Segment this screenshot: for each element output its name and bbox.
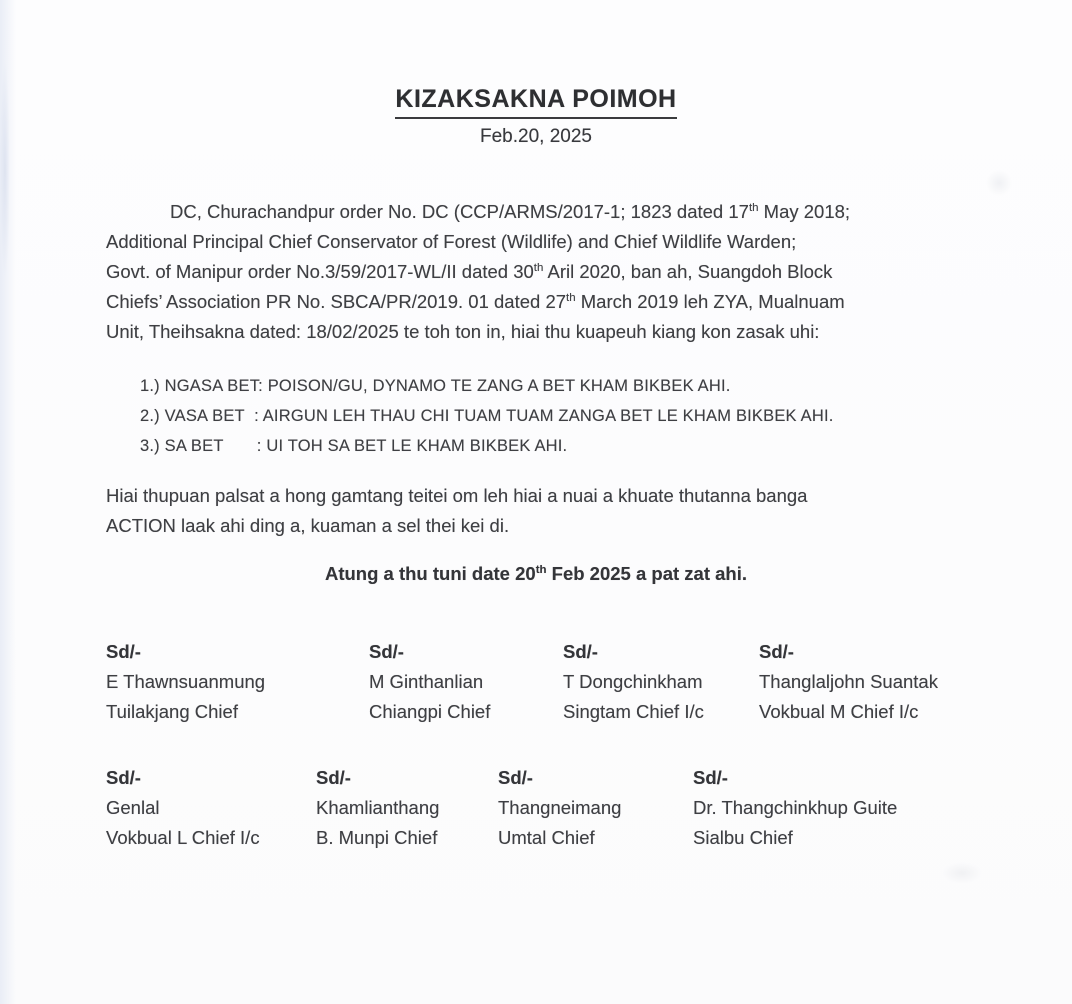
warning-line: Hiai thupuan palsat a hong gamtang teitei om leh hiai a nuai a khuate thutanna banga	[106, 485, 808, 506]
effective-date-line: Atung a thu tuni date 20th Feb 2025 a pat zat ahi.	[324, 563, 748, 584]
intro-paragraph	[106, 197, 966, 347]
signatory-sd: Sd/-	[106, 641, 141, 662]
intro-line: Govt. of Manipur order No.3/59/2017-WL/II dated 30th Aril 2020, ban ah, Suangdoh Block	[106, 261, 833, 282]
document-title: KIZAKSAKNA POIMOH	[395, 84, 676, 119]
signatory-sd: Sd/-	[693, 767, 728, 788]
rule-item: 1.) NGASA BET: POISON/GU, DYNAMO TE ZANG A BET KHAM BIKBEK AHI.	[140, 377, 731, 395]
signatory-sd: Sd/-	[563, 641, 598, 662]
rules-list	[106, 371, 966, 461]
signatory-title: Tuilakjang Chief	[106, 701, 238, 722]
signatory-name: M Ginthanlian	[369, 671, 484, 692]
signatory-title: B. Munpi Chief	[316, 827, 438, 848]
intro-line: Additional Principal Chief Conservator of Forest (Wildlife) and Chief Wildlife Warden;	[106, 231, 797, 252]
rule-item: 2.) VASA BET : AIRGUN LEH THAU CHI TUAM TUAM ZANGA BET LE KHAM BIKBEK AHI.	[140, 407, 834, 425]
signature-block	[106, 637, 369, 727]
signatory-title: Vokbual M Chief I/c	[759, 701, 919, 722]
signature-block	[563, 637, 759, 727]
signatory-name: T Dongchinkham	[563, 671, 703, 692]
signatory-name: Genlal	[106, 797, 160, 818]
signatory-name: E Thawnsuanmung	[106, 671, 266, 692]
intro-line: Chiefs’ Association PR No. SBCA/PR/2019. 01 dated 27th March 2019 leh ZYA, Mualnuam	[106, 291, 845, 312]
signatory-sd: Sd/-	[369, 641, 404, 662]
signatory-sd: Sd/-	[106, 767, 141, 788]
signature-row-2	[106, 763, 966, 853]
signatory-title: Singtam Chief I/c	[563, 701, 704, 722]
signatory-name: Dr. Thangchinkhup Guite	[693, 797, 898, 818]
signatory-title: Sialbu Chief	[693, 827, 793, 848]
scan-smudge	[942, 862, 982, 884]
signatory-name: Khamlianthang	[316, 797, 440, 818]
signatory-name: Thanglaljohn Suantak	[759, 671, 938, 692]
signature-block	[369, 637, 563, 727]
signatory-sd: Sd/-	[759, 641, 794, 662]
signatory-sd: Sd/-	[316, 767, 351, 788]
signature-block	[693, 763, 966, 853]
signatory-title: Umtal Chief	[498, 827, 595, 848]
signature-block	[759, 637, 966, 727]
rule-item: 3.) SA BET : UI TOH SA BET LE KHAM BIKBEK AHI.	[140, 437, 568, 455]
intro-line: Unit, Theihsakna dated: 18/02/2025 te toh ton in, hiai thu kuapeuh kiang kon zasak uhi:	[106, 321, 820, 342]
document-date: Feb.20, 2025	[480, 126, 592, 147]
warning-line: ACTION laak ahi ding a, kuaman a sel thei kei di.	[106, 515, 510, 536]
signature-block	[106, 763, 316, 853]
signatory-name: Thangneimang	[498, 797, 622, 818]
signature-row-1	[106, 637, 966, 727]
signature-block	[316, 763, 498, 853]
intro-line: DC, Churachandpur order No. DC (CCP/ARMS/2017-1; 1823 dated 17th May 2018;	[170, 201, 851, 222]
signatory-title: Vokbual L Chief I/c	[106, 827, 260, 848]
signatory-title: Chiangpi Chief	[369, 701, 491, 722]
signature-block	[498, 763, 693, 853]
warning-paragraph	[106, 481, 966, 541]
signatory-sd: Sd/-	[498, 767, 533, 788]
